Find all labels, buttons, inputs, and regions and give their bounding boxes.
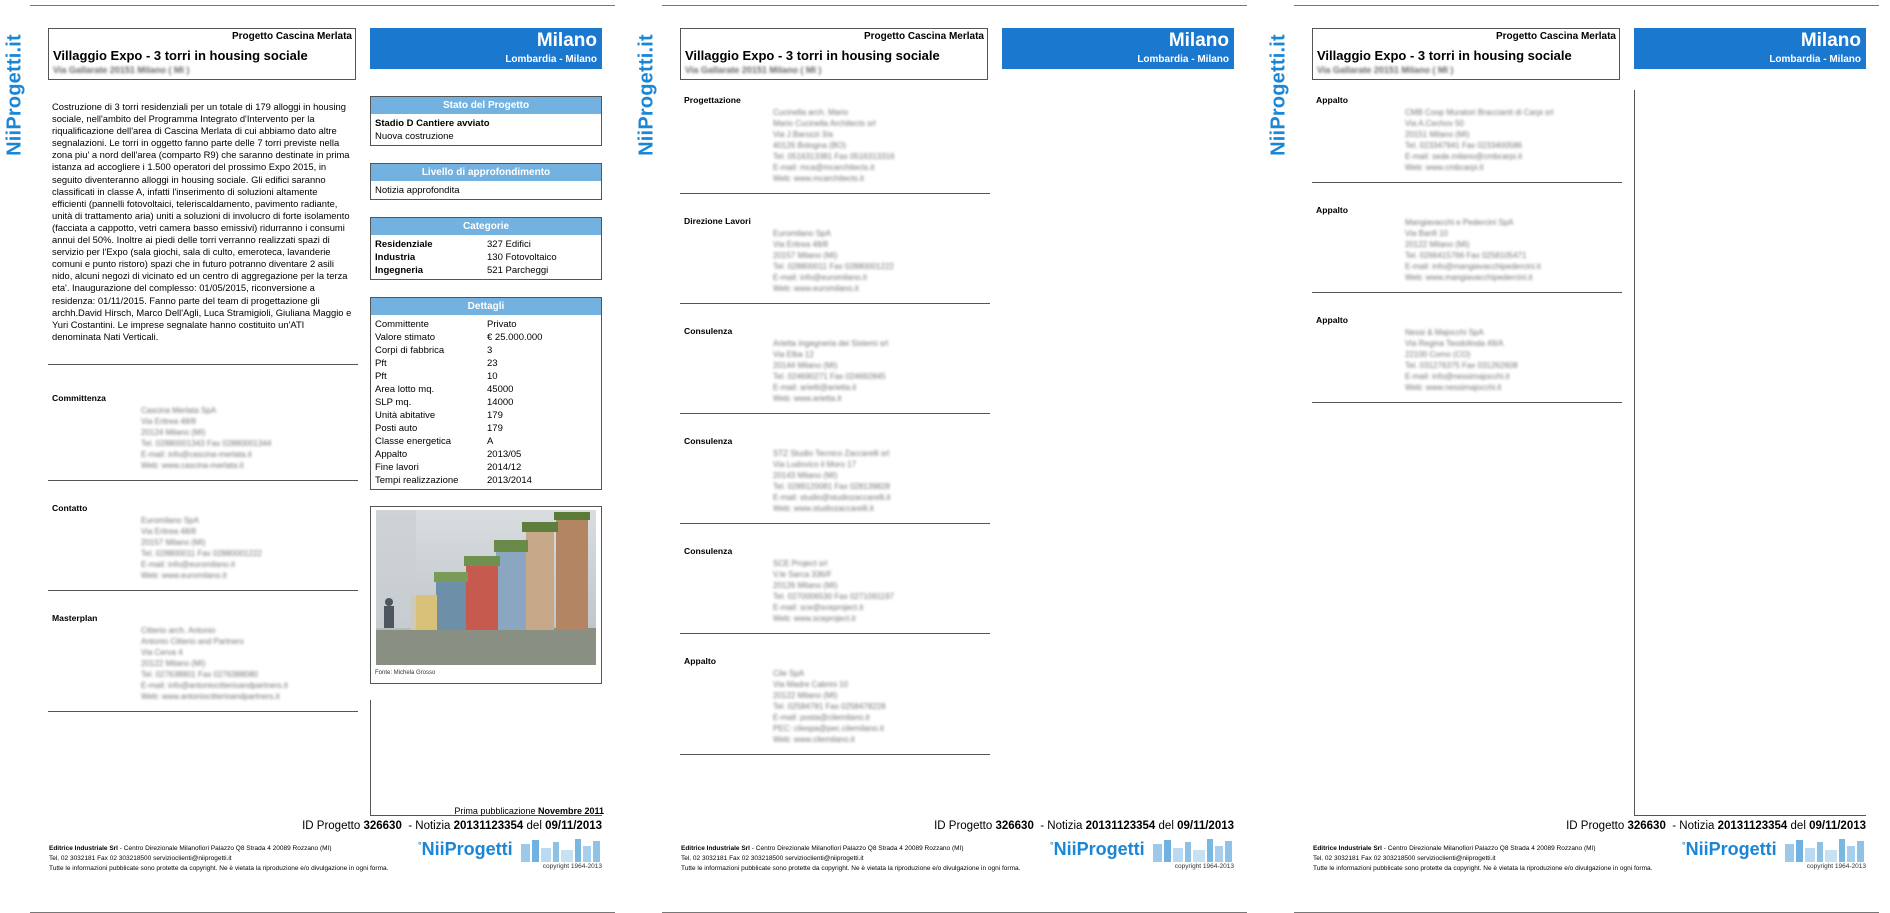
date-label: del: [1787, 820, 1810, 832]
kv-row: [375, 264, 597, 277]
kv-row: [375, 435, 597, 448]
project-description: Costruzione di 3 torri residenziali per un totale di 179 alloggi in housing sociale, nell'ambito del Programma Integrato d'Intervento per la riqualificazione dell'area di Cascina Merlata di cui abbiamo dato altre segnalazioni. Le torri in oggetto fanno parte delle 7 torri previste nella zona piu' a nord dell'area (comparto R9) che saranno destinate in prima istanza ad accogliere i 1.500 operatori del prossimo Expo 2015, in seguito diventeranno alloggi in housing sociale. Gli edifici saranno classificati in classe A, infatti l'inserimento di soluzioni altamente efficienti (pannelli fotovoltaici, teleriscaldamento, pavimento radiante, unità di trattamento aria) uniti a soluzioni di involucro di forte isolamento (facciata a cappotto, vetri camera basso emissivi) ridurranno i consumi annui del 50%. Inoltre ai piedi delle torri verranno realizzati spazi di servizio per l'Expo (sala giochi, sala di culto, emeroteca, lavanderie comuni e punto ristoro) spazi che in futuro potranno diventare 2 asili nido, alcuni negozi di vicinato ed un centro di aggregazione per la terza eta'. Inaugurazione del complesso: 01/05/2015, riconversione a residenza: 01/11/2015. Fanno parte del team di progettazione gli archh.David Hirsch, Marco Dell'Agli, Luca Stramigioli, Giuliana Maggio e Yuri Costantini. Le imprese segnalate hanno costituito un'ATI denominata Nati Verticali.: [52, 101, 352, 342]
contact-details: [773, 107, 894, 184]
detail-level-heading: Livello di approfondimento: [371, 164, 601, 181]
contact-line: Via Madre Cabrini 10: [773, 680, 849, 689]
footer-text: [49, 844, 388, 874]
project-photo-box: [370, 506, 602, 684]
date-value: 09/11/2013: [1809, 820, 1866, 832]
id-line: [934, 820, 1234, 832]
brand-logo-vertical: [1266, 30, 1292, 160]
contact-line: 20124 Milano (MI): [141, 428, 206, 437]
contact-line: E-mail: info@cascina-merlata.it: [141, 450, 252, 459]
footer-logo: [1050, 839, 1145, 860]
contact-line: Web: www.mangiavacchipedercini.it: [1405, 273, 1533, 282]
contact-role: Consulenza: [684, 546, 733, 556]
kv-row: [375, 344, 597, 357]
footer-logo: [1682, 839, 1777, 860]
contact-line: Web: www.cascina-merlata.it: [141, 461, 244, 470]
contact-line: Via J.Barozzi 3/a: [773, 130, 833, 139]
contact-details: [1405, 217, 1541, 283]
kv-value: 10: [487, 371, 498, 382]
footer-company: Editrice Industriale Srl: [1313, 845, 1382, 852]
contact-role: Appalto: [684, 656, 716, 666]
contact-line: 22100 Como (CO): [1405, 350, 1471, 359]
contact-line: Arietta Ingegneria dei Sistemi srl: [773, 339, 889, 348]
footer-rights: Tutte le informazioni pubblicate sono protette da copyright. Ne è vietata la riproduzione e/o divulgazione in ogni forma.: [1313, 865, 1653, 872]
project-name: Progetto Cascina Merlata: [863, 31, 984, 42]
contact-line: Cascina Merlata SpA: [141, 406, 217, 415]
contact-line: Citterio arch. Antonio: [141, 626, 216, 635]
project-address: Via Gallarate 20151 Milano ( MI ): [53, 65, 190, 75]
contact-line: 20143 Milano (MI): [773, 471, 838, 480]
footer-text: [1313, 844, 1652, 874]
detail-level-box: [370, 163, 602, 200]
footer-copyright: copyright 1964-2013: [1174, 863, 1234, 870]
contact-line: Tel. 02584781 Fax 0258478228: [773, 702, 886, 711]
divider: [48, 364, 358, 365]
contact-line: E-mail: arietti@arietta.it: [773, 383, 857, 392]
city-banner: [1002, 28, 1234, 69]
contact-line: Cucinella arch. Mario: [773, 108, 849, 117]
contact-line: E-mail: studio@studiozaccarelli.it: [773, 493, 891, 502]
kv-row: [375, 238, 597, 251]
divider: [680, 754, 990, 755]
details-box: [370, 297, 602, 490]
date-value: 09/11/2013: [1177, 820, 1234, 832]
contact-line: 40126 Bologna (BO): [773, 141, 846, 150]
kv-value: 130 Fotovoltaico: [487, 252, 557, 263]
contact-line: Web: www.antoniocitterioandpartners.it: [141, 692, 280, 701]
details-heading: Dettagli: [371, 298, 601, 315]
kv-row: [375, 396, 597, 409]
kv-key: Residenziale: [375, 239, 433, 250]
divider: [680, 193, 990, 194]
contact-line: Tel. 0289120081 Fax 028139828: [773, 482, 890, 491]
contact-line: Web: www.mcarchitects.it: [773, 174, 864, 183]
id-value: 326630: [1627, 820, 1666, 832]
footer-contacts: Tel. 02 3032181 Fax 02 303218500 servizioclienti@niiprogetti.it: [49, 855, 232, 862]
kv-key: Area lotto mq.: [375, 384, 435, 395]
kv-key: Ingegneria: [375, 265, 424, 276]
page-2: [632, 0, 1262, 912]
kv-value: 3: [487, 345, 493, 356]
contact-role: Progettazione: [684, 95, 741, 105]
contact-details: [773, 338, 888, 404]
kv-row: [375, 331, 597, 344]
skyline-logo-icon: [1785, 838, 1865, 862]
skyline-logo-icon: [521, 838, 601, 862]
id-label: ID Progetto: [302, 820, 364, 832]
brand-logo-text: NiiProgetti.it: [635, 34, 658, 156]
news-value: 20131123354: [1085, 820, 1156, 832]
news-label: - Notizia: [1033, 820, 1086, 832]
kv-row: [375, 318, 597, 331]
kv-row: [375, 422, 597, 435]
contact-line: E-mail: info@mangiavacchipedercini.it: [1405, 262, 1541, 271]
footer-company: Editrice Industriale Srl: [681, 845, 750, 852]
kv-key: SLP mq.: [375, 397, 412, 408]
contact-line: 20122 Milano (MI): [773, 691, 838, 700]
contact-line: Antonio Citterio and Partners: [141, 637, 244, 646]
footer-logo: [418, 839, 513, 860]
contact-line: Tel. 024690271 Fax 024692845: [773, 372, 886, 381]
contact-line: Web: www.sceproject.it: [773, 614, 856, 623]
contact-details: [1405, 107, 1554, 173]
contact-line: E-mail: info@nessimajocchi.it: [1405, 372, 1510, 381]
contact-line: Web: www.euromilano.it: [141, 571, 227, 580]
kv-value: 2014/12: [487, 462, 522, 473]
kv-value: 521 Parcheggi: [487, 265, 549, 276]
kv-key: Unità abitative: [375, 410, 436, 421]
contact-line: 20144 Milano (MI): [773, 361, 838, 370]
kv-key: Tempi realizzazione: [375, 475, 459, 486]
contact-line: Tel. 027638801 Fax 0276388080: [141, 670, 258, 679]
status-heading: Stato del Progetto: [371, 97, 601, 114]
kv-value: 2013/2014: [487, 475, 532, 486]
contact-line: Via Cerva 4: [141, 648, 183, 657]
city-banner: [1634, 28, 1866, 69]
footer-address: - Centro Direzionale Milanofiori Palazzo Q8 Strada 4 20089 Rozzano (MI): [750, 845, 964, 852]
contact-role: Consulenza: [684, 326, 733, 336]
contact-line: Via Eritrea 48/8: [773, 240, 828, 249]
contact-line: Tel. 0270006530 Fax 0271091197: [773, 592, 894, 601]
contact-line: E-mail: sede.milano@cmbcarpi.it: [1405, 152, 1523, 161]
contact-line: Tel. 0516313381 Fax 0516313316: [773, 152, 895, 161]
detail-level-value: Notizia approfondita: [375, 185, 460, 196]
date-label: del: [523, 820, 546, 832]
footer-logo-text: NiiProgetti: [1053, 839, 1145, 859]
footer-logo-text: NiiProgetti: [1685, 839, 1777, 859]
frame-line: [370, 700, 371, 816]
contact-role: Committenza: [52, 393, 106, 403]
divider: [680, 633, 990, 634]
contact-line: V.le Sarca 336/F: [773, 570, 832, 579]
status-box: [370, 96, 602, 146]
status-type: Nuova costruzione: [375, 131, 454, 142]
id-label: ID Progetto: [1566, 820, 1628, 832]
id-value: 326630: [363, 820, 402, 832]
contact-line: Via Eritrea 48/8: [141, 527, 196, 536]
footer-contacts: Tel. 02 3032181 Fax 02 303218500 servizioclienti@niiprogetti.it: [681, 855, 864, 862]
contact-details: [141, 515, 262, 581]
kv-key: Classe energetica: [375, 436, 452, 447]
page-title: Villaggio Expo - 3 torri in housing sociale: [1317, 48, 1572, 63]
kv-key: Valore stimato: [375, 332, 436, 343]
page-title: Villaggio Expo - 3 torri in housing sociale: [685, 48, 940, 63]
contact-line: E-mail: info@euromilano.it: [141, 560, 235, 569]
contact-line: Tel. 028800011 Fax 02880001222: [773, 262, 894, 271]
contact-line: Mangiavacchi e Pedercini SpA: [1405, 218, 1514, 227]
project-rendering-image: [376, 510, 596, 665]
brand-logo-vertical: [634, 30, 660, 160]
title-box: [1312, 28, 1620, 80]
contact-line: SCE Project srl: [773, 559, 828, 568]
kv-value: € 25.000.000: [487, 332, 543, 343]
page-title: Villaggio Expo - 3 torri in housing sociale: [53, 48, 308, 63]
contact-line: Tel. 028800011 Fax 02880001222: [141, 549, 262, 558]
contact-line: PEC: cilespa@pec.cilemilano.it: [773, 724, 884, 733]
contact-line: Via Eritrea 48/8: [141, 417, 196, 426]
contact-line: Via Banfi 10: [1405, 229, 1448, 238]
contact-line: Euromilano SpA: [773, 229, 831, 238]
divider: [680, 303, 990, 304]
contact-line: Tel. 02880001343 Fax 02880001344: [141, 439, 272, 448]
contact-line: Nessi & Majocchi SpA: [1405, 328, 1484, 337]
id-label: ID Progetto: [934, 820, 996, 832]
city-region: Lombardia - Milano: [1137, 54, 1229, 65]
kv-key: Committente: [375, 319, 429, 330]
contact-role: Appalto: [1316, 315, 1348, 325]
city-region: Lombardia - Milano: [505, 54, 597, 65]
brand-logo-vertical: [2, 30, 28, 160]
kv-value: 45000: [487, 384, 514, 395]
contact-line: Tel. 031276375 Fax 031262608: [1405, 361, 1518, 370]
kv-row: [375, 448, 597, 461]
contact-role: Masterplan: [52, 613, 98, 623]
footer-rights: Tutte le informazioni pubblicate sono protette da copyright. Ne è vietata la riproduzione e/o divulgazione in ogni forma.: [681, 865, 1021, 872]
page-top-rule: [662, 5, 1247, 6]
kv-key: Pft: [375, 358, 387, 369]
contact-details: [773, 558, 894, 624]
frame-line: [1634, 815, 1866, 816]
kv-key: Pft: [375, 371, 387, 382]
news-value: 20131123354: [1717, 820, 1788, 832]
city-banner: [370, 28, 602, 69]
contact-line: 20157 Milano (MI): [773, 251, 838, 260]
skyline-logo-icon: [1153, 838, 1233, 862]
footer-address: - Centro Direzionale Milanofiori Palazzo Q8 Strada 4 20089 Rozzano (MI): [118, 845, 332, 852]
city-region: Lombardia - Milano: [1769, 54, 1861, 65]
contact-line: CMB Coop Muratori Braccianti di Carpi srl: [1405, 108, 1554, 117]
kv-value: A: [487, 436, 494, 447]
contact-line: Cile SpA: [773, 669, 805, 678]
contact-role: Consulenza: [684, 436, 733, 446]
title-box: [680, 28, 988, 80]
title-box: [48, 28, 356, 80]
divider: [48, 480, 358, 481]
kv-row: [375, 461, 597, 474]
kv-value: 327 Edifici: [487, 239, 531, 250]
first-publication: [454, 806, 604, 816]
kv-value: 14000: [487, 397, 514, 408]
categories-heading: Categorie: [371, 218, 601, 235]
footer-copyright: copyright 1964-2013: [542, 863, 602, 870]
date-value: 09/11/2013: [545, 820, 602, 832]
news-value: 20131123354: [453, 820, 524, 832]
divider: [48, 590, 358, 591]
date-label: del: [1155, 820, 1178, 832]
contact-line: Web: www.studiozaccarelli.it: [773, 504, 874, 513]
brand-logo-text: NiiProgetti.it: [3, 34, 26, 156]
footer-logo-text: NiiProgetti: [421, 839, 513, 859]
news-label: - Notizia: [1665, 820, 1718, 832]
contact-line: 20126 Milano (MI): [773, 581, 838, 590]
photo-caption: Fonte: Michela Grosso: [375, 670, 436, 676]
brand-logo-text: NiiProgetti.it: [1267, 34, 1290, 156]
contact-line: Web: www.nessimajocchi.it: [1405, 383, 1502, 392]
contact-line: Web: www.euromilano.it: [773, 284, 859, 293]
contact-line: Web: www.cmbcarpi.it: [1405, 163, 1484, 172]
contact-role: Contatto: [52, 503, 88, 513]
frame-line: [1634, 90, 1635, 816]
divider: [680, 523, 990, 524]
footer-copyright: copyright 1964-2013: [1806, 863, 1866, 870]
id-line: [1566, 820, 1866, 832]
id-line: [302, 820, 602, 832]
contact-line: Via A.Cechov 50: [1405, 119, 1465, 128]
contact-line: 20122 Milano (MI): [1405, 240, 1470, 249]
contact-line: Tel. 023347941 Fax 0233400586: [1405, 141, 1522, 150]
contact-details: [141, 405, 271, 471]
footer-rights: Tutte le informazioni pubblicate sono protette da copyright. Ne è vietata la riproduzione e/o divulgazione in ogni forma.: [49, 865, 389, 872]
kv-row: [375, 370, 597, 383]
contact-line: 20157 Milano (MI): [141, 538, 206, 547]
contact-line: 20122 Milano (MI): [141, 659, 206, 668]
contact-line: Mario Cucinella Architects srl: [773, 119, 876, 128]
kv-key: Appalto: [375, 449, 408, 460]
contact-role: Appalto: [1316, 95, 1348, 105]
kv-value: 23: [487, 358, 498, 369]
first-publication-value: Novembre 2011: [537, 806, 604, 816]
footer-contacts: Tel. 02 3032181 Fax 02 303218500 servizioclienti@niiprogetti.it: [1313, 855, 1496, 862]
news-label: - Notizia: [401, 820, 454, 832]
page-3: [1264, 0, 1890, 912]
kv-key: Corpi di fabbrica: [375, 345, 445, 356]
contact-line: E-mail: posta@cilemilano.it: [773, 713, 870, 722]
contact-details: [773, 448, 891, 514]
id-value: 326630: [995, 820, 1034, 832]
kv-row: [375, 357, 597, 370]
first-publication-label: Prima pubblicazione: [454, 806, 538, 816]
divider: [1312, 182, 1622, 183]
contact-line: E-mail: info@antoniocitterioandpartners.it: [141, 681, 288, 690]
kv-value: 179: [487, 423, 503, 434]
contact-role: Appalto: [1316, 205, 1348, 215]
contact-line: STZ Studio Tecnico Zaccarelli srl: [773, 449, 890, 458]
contact-line: Via Regina Teodolinda 49/A: [1405, 339, 1504, 348]
kv-key: Industria: [375, 252, 416, 263]
page-1: [0, 0, 630, 912]
contact-details: [1405, 327, 1518, 393]
kv-row: [375, 251, 597, 264]
contact-details: [773, 228, 894, 294]
footer-logo-mark: °: [418, 840, 422, 850]
footer-address: - Centro Direzionale Milanofiori Palazzo Q8 Strada 4 20089 Rozzano (MI): [1382, 845, 1596, 852]
footer-logo-mark: °: [1682, 840, 1686, 850]
footer-logo-mark: °: [1050, 840, 1054, 850]
divider: [1312, 292, 1622, 293]
contact-line: E-mail: sce@sceproject.it: [773, 603, 864, 612]
city-name: Milano: [1800, 30, 1861, 51]
contact-details: [773, 668, 886, 745]
divider: [680, 413, 990, 414]
project-address: Via Gallarate 20151 Milano ( MI ): [685, 65, 822, 75]
categories-box: [370, 217, 602, 280]
footer-company: Editrice Industriale Srl: [49, 845, 118, 852]
kv-row: [375, 409, 597, 422]
contact-line: Tel. 0266415766 Fax 0258105471: [1405, 251, 1527, 260]
contact-line: Web: www.arietta.it: [773, 394, 842, 403]
kv-value: Privato: [487, 319, 517, 330]
kv-value: 2013/05: [487, 449, 522, 460]
page-top-rule: [30, 5, 615, 6]
page-top-rule: [1294, 5, 1879, 6]
divider: [48, 711, 358, 712]
footer-text: [681, 844, 1020, 874]
contact-line: 20151 Milano (MI): [1405, 130, 1470, 139]
contact-details: [141, 625, 288, 702]
kv-row: [375, 383, 597, 396]
city-name: Milano: [1168, 30, 1229, 51]
city-name: Milano: [536, 30, 597, 51]
status-stage: Stadio D Cantiere avviato: [375, 118, 490, 129]
contact-line: E-mail: info@euromilano.it: [773, 273, 867, 282]
contact-line: Web: www.cilemilano.it: [773, 735, 855, 744]
contact-line: Via Ludovico il Moro 17: [773, 460, 857, 469]
kv-row: [375, 474, 597, 487]
contact-line: Euromilano SpA: [141, 516, 199, 525]
kv-key: Fine lavori: [375, 462, 419, 473]
divider: [1312, 402, 1622, 403]
project-name: Progetto Cascina Merlata: [1495, 31, 1616, 42]
contact-line: Via Elba 12: [773, 350, 814, 359]
project-address: Via Gallarate 20151 Milano ( MI ): [1317, 65, 1454, 75]
kv-value: 179: [487, 410, 503, 421]
contact-line: E-mail: mca@mcarchitects.it: [773, 163, 875, 172]
contact-role: Direzione Lavori: [684, 216, 751, 226]
project-name: Progetto Cascina Merlata: [231, 31, 352, 42]
kv-key: Posti auto: [375, 423, 418, 434]
